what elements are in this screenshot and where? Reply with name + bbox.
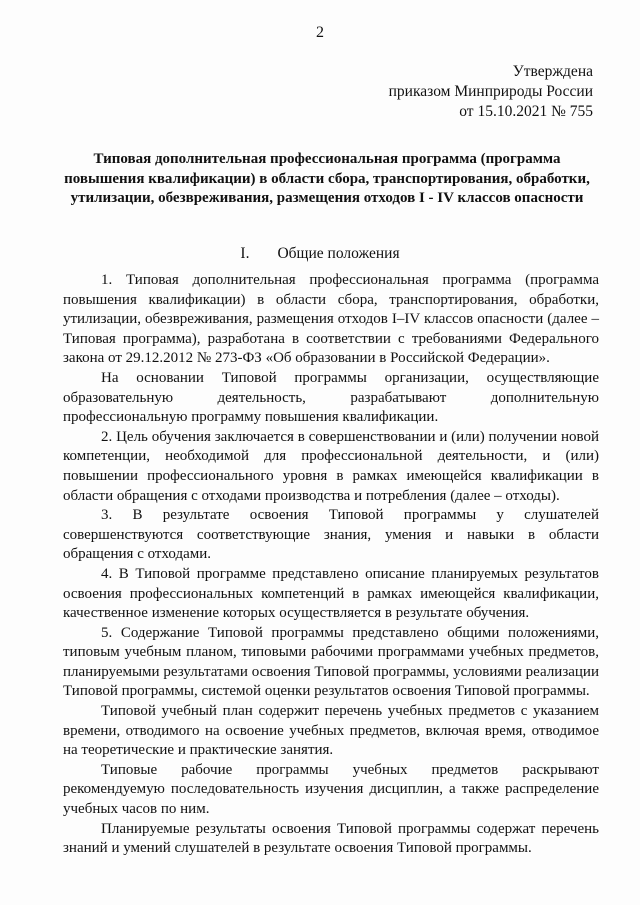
document-title: Типовая дополнительная профессиональная программа (программа повышения квалификации) в области сбора, транспортирования, обработки, утилизации, обезвреживания, размещения отходов I - IV классов опасности [64,151,590,206]
approval-block [389,62,593,122]
paragraph: Типовые рабочие программы учебных предметов раскрывают рекомендуемую последовательность изучения дисциплин, а также распределение учебных часов по ним. [63,761,599,818]
paragraph: 5. Содержание Типовой программы представлено общими положениями, типовым учебным планом, типовыми рабочими программами учебных предметов, планируемыми результатами освоения Типовой программы, условиями реализации Типовой программы, системой оценки результатов освоения Типовой программы. [63,624,599,700]
paragraph: 3. В результате освоения Типовой программы у слушателей совершенствуются соответствующие знания, умения и навыки в области обращения с отходами. [63,507,599,563]
paragraph: 4. В Типовой программе представлено описание планируемых результатов освоения профессиональных компетенций в рамках имеющейся квалификации, качественное изменение которых осуществляется в результате обучения. [63,565,599,622]
approval-line: от 15.10.2021 № 755 [459,103,593,120]
page-number: 2 [316,24,324,41]
approval-line: Утверждена [512,63,593,80]
section-heading [0,245,640,263]
paragraph: На основании Типовой программы организации, осуществляющие образовательную деятельность, разрабатывают дополнительную профессиональную программу повышения квалификации. [63,369,599,426]
approval-line: приказом Минприроды России [388,83,593,100]
paragraph: 1. Типовая дополнительная профессиональная программа (программа повышения квалификации) в области сбора, транспортирования, обработки, утилизации, обезвреживания, размещения отходов I–IV классов опасности (далее – Типовая программа), разработана в соответствии с требованиями Федерального закона от 29.12.2012 № 273-ФЗ «Об образовании в Российской Федерации». [63,272,599,367]
paragraph: Планируемые результаты освоения Типовой программы содержат перечень знаний и умений слушателей в результате освоения Типовой программы. [63,820,599,857]
section-title: Общие положения [277,245,400,262]
paragraph: 2. Цель обучения заключается в совершенствовании и (или) получении новой компетенции, необходимой для профессиональной деятельности, и (или) повышении профессионального уровня в рамках имеющейся квалификации в области обращения с отходами производства и потребления (далее – отходы). [63,428,599,504]
paragraph: Типовой учебный план содержит перечень учебных предметов с указанием времени, отводимого на освоение учебных предметов, включая время, отводимое на теоретические и практические занятия. [63,703,599,759]
section-number: I. [240,245,250,262]
document-body [63,271,599,859]
